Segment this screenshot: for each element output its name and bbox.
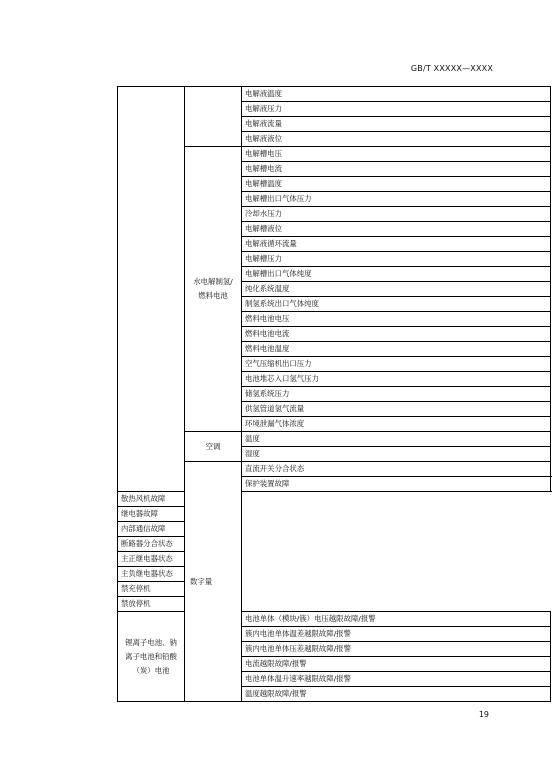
hydrogen-group-label: 水电解制氢/燃料电池 xyxy=(185,147,242,432)
table-cell: 电解槽出口气体纯度 xyxy=(242,267,551,282)
battery-group-label: 锂离子电池、钠离子电池和铅酸（炭）电池 xyxy=(118,612,185,702)
table-cell: 供氢管道氢气流量 xyxy=(242,402,551,417)
table-row xyxy=(118,567,551,582)
table-row xyxy=(118,492,551,507)
table-cell: 空气压缩机出口压力 xyxy=(242,357,551,372)
document-code: GB/T XXXXX—XXXX xyxy=(410,64,493,73)
table-cell: 燃料电池电流 xyxy=(242,327,551,342)
table-cell: 电解槽压力 xyxy=(242,252,551,267)
table-cell: 簇内电池单体压差越限故障/报警 xyxy=(242,642,551,657)
table-cell: 燃料电池温度 xyxy=(242,342,551,357)
table-cell: 断路器分合状态 xyxy=(118,537,242,552)
table-cell: 电解液压力 xyxy=(242,102,551,117)
table-cell: 电解液循环流量 xyxy=(242,237,551,252)
table-cell: 电池单体（模块/簇）电压越限故障/报警 xyxy=(242,612,551,627)
table-row xyxy=(118,507,551,522)
monitoring-items-table xyxy=(117,86,551,702)
electrolyte-group-cell xyxy=(185,87,242,147)
digital-category-label: 数字量 xyxy=(185,462,242,702)
table-cell: 电流越限故障/报警 xyxy=(242,657,551,672)
table-cell: 温度越限故障/报警 xyxy=(242,687,551,702)
table-cell: 制氢系统出口气体纯度 xyxy=(242,297,551,312)
table-cell: 保护装置故障 xyxy=(242,477,551,492)
table-cell: 继电器故障 xyxy=(118,507,242,522)
table-cell: 电解液流量 xyxy=(242,117,551,132)
table-cell: 电池单体温升速率越限故障/报警 xyxy=(242,672,551,687)
table-cell: 直流开关分合状态 xyxy=(242,462,551,477)
table-cell: 禁放停机 xyxy=(118,597,242,612)
table-row xyxy=(118,522,551,537)
table-row xyxy=(118,612,551,627)
table-cell: 簇内电池单体温差越限故障/报警 xyxy=(242,627,551,642)
ac-group-label: 空调 xyxy=(185,432,242,462)
table-cell: 环境泄漏气体浓度 xyxy=(242,417,551,432)
table-cell: 主负继电器状态 xyxy=(118,567,242,582)
table-cell: 电解液温度 xyxy=(242,87,551,102)
table-row xyxy=(118,582,551,597)
table-cell: 电解槽电压 xyxy=(242,147,551,162)
table-cell: 电解槽电流 xyxy=(242,162,551,177)
table-cell: 主正继电器状态 xyxy=(118,552,242,567)
table-cell: 湿度 xyxy=(242,447,551,462)
table-cell: 电池堆芯入口氢气压力 xyxy=(242,372,551,387)
table-cell: 内部通信故障 xyxy=(118,522,242,537)
page-number: 19 xyxy=(478,710,489,719)
table-cell: 散热风机故障 xyxy=(118,492,242,507)
table-row xyxy=(118,597,551,612)
table-cell: 纯化系统温度 xyxy=(242,282,551,297)
table-cell: 燃料电池电压 xyxy=(242,312,551,327)
table-cell: 禁充停机 xyxy=(118,582,242,597)
table-row xyxy=(118,552,551,567)
table-row xyxy=(118,537,551,552)
table-cell: 温度 xyxy=(242,432,551,447)
table-row xyxy=(118,87,551,102)
table-cell: 电解槽温度 xyxy=(242,177,551,192)
table-cell: 电解液液位 xyxy=(242,132,551,147)
table-cell: 储氢系统压力 xyxy=(242,387,551,402)
table-cell: 电解槽液位 xyxy=(242,222,551,237)
table-cell: 电解槽出口气体压力 xyxy=(242,192,551,207)
analog-category-cell xyxy=(118,87,185,492)
table-cell: 冷却水压力 xyxy=(242,207,551,222)
